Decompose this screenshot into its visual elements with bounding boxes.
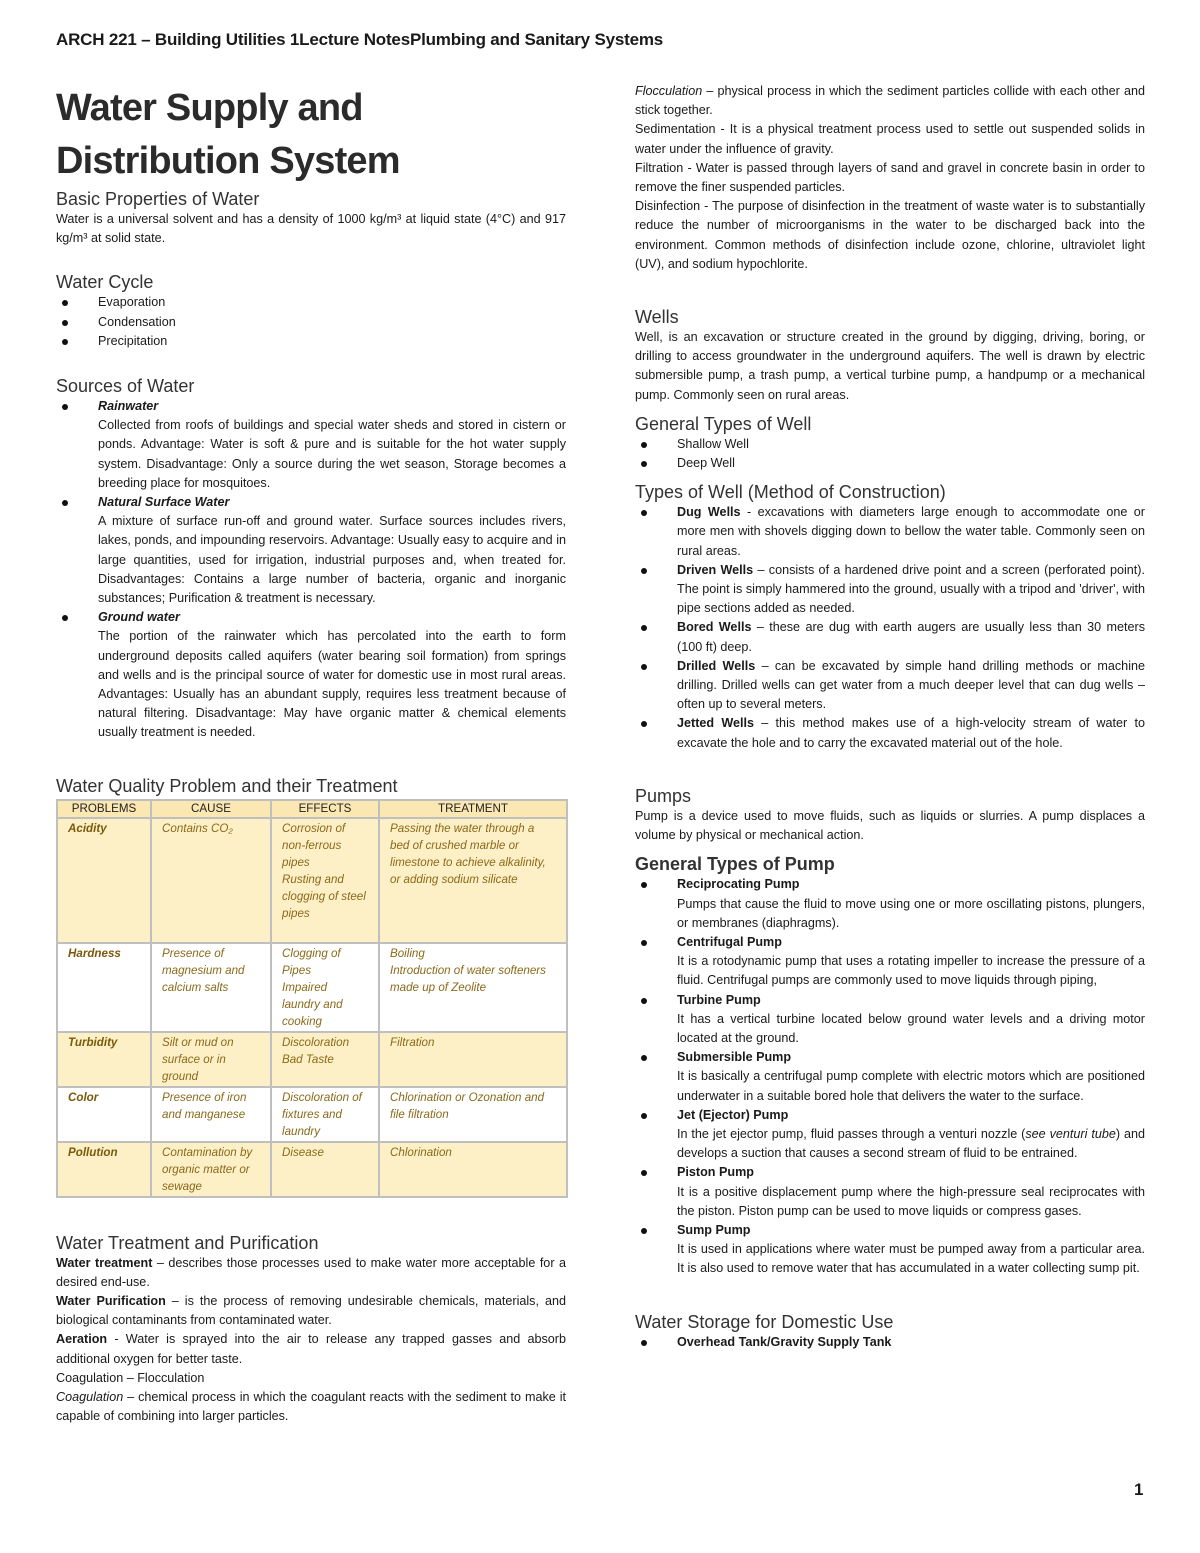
list-item: Precipitation <box>56 332 566 351</box>
item-text <box>677 1125 1145 1163</box>
item-title: Sump Pump <box>677 1222 751 1237</box>
cell-cause: Contains CO₂ <box>151 818 271 943</box>
left-column <box>56 82 566 1427</box>
list-item <box>635 1221 1145 1279</box>
cell-problem: Color <box>57 1087 151 1142</box>
item-text: – consists of a hardened drive point and a screen (perforated point). The point is simply hammered into the ground, usually with a tripod and 'driver', with pipe sections added as needed. <box>677 562 1145 616</box>
cell-effects: Clogging of Pipes Impaired laundry and cooking <box>271 943 379 1032</box>
heading-water-cycle: Water Cycle <box>56 272 154 293</box>
term-text: - Water is sprayed into the air to release any trapped gasses and absorb additional oxygen for better taste. <box>56 1332 566 1366</box>
basic-properties-text: Water is a universal solvent and has a density of 1000 kg/m³ at liquid state (4°C) and 917 kg/m³ at solid state. <box>56 212 566 246</box>
list-item <box>635 1106 1145 1164</box>
cell-effects: Disease <box>271 1142 379 1197</box>
cell-cause: Presence of iron and manganese <box>151 1087 271 1142</box>
heading-basic-properties: Basic Properties of Water <box>56 189 260 209</box>
item-title: Jetted Wells <box>677 716 755 731</box>
list-item <box>635 991 1145 1049</box>
cell-problem: Acidity <box>57 818 151 943</box>
source-title: Ground water <box>98 610 180 625</box>
cell-treatment: Passing the water through a bed of crushed marble or limestone to achieve alkalinity, or adding sodium silicate <box>379 818 567 943</box>
cell-effects: Discoloration of fixtures and laundry <box>271 1087 379 1142</box>
item-title: Turbine Pump <box>677 992 761 1007</box>
list-item <box>56 608 566 742</box>
title-line-1: Water Supply and <box>56 87 363 129</box>
list-item: Shallow Well <box>635 435 1145 454</box>
water-storage-list <box>635 1333 1145 1352</box>
item-text: – this method makes use of a high-velocity stream of water to excavate the hole and to carry the excavated material out of the hole. <box>677 716 1145 750</box>
item-title: Bored Wells <box>677 620 752 635</box>
table-row <box>57 943 567 1032</box>
list-item <box>635 657 1145 715</box>
cell-cause: Silt or mud on surface or in ground <box>151 1032 271 1087</box>
item-title: Drilled Wells <box>677 658 756 673</box>
cell-treatment: Filtration <box>379 1032 567 1087</box>
item-title: Centrifugal Pump <box>677 934 782 949</box>
heading-sources: Sources of Water <box>56 376 195 397</box>
column-header: PROBLEMS <box>57 800 151 818</box>
heading-water-storage: Water Storage for Domestic Use <box>635 1311 894 1332</box>
item-title: Dug Wells <box>677 505 741 520</box>
term-label: Flocculation <box>635 84 703 98</box>
cell-treatment: Chlorination <box>379 1142 567 1197</box>
text-part: ) and develops a suction that causes a second stream of fluid to be entrained. <box>677 1126 1145 1161</box>
item-text: It is basically a centrifugal pump complete with electric motors which are positioned underwater in a suitable bored hole that delivers the water to the surface. <box>677 1069 1145 1103</box>
item-text: Pumps that cause the fluid to move using one or more oscillating pistons, plungers, or membranes (diaphragms). <box>677 896 1145 930</box>
water-cycle-list <box>56 293 566 351</box>
heading-construction-types: Types of Well (Method of Construction) <box>635 482 946 503</box>
term-text: – chemical process in which the coagulant reacts with the sediment to make it capable of combining into larger particles. <box>56 1390 566 1424</box>
list-item <box>635 875 1145 933</box>
list-item: Condensation <box>56 313 566 332</box>
table-row <box>57 1032 567 1087</box>
column-header: EFFECTS <box>271 800 379 818</box>
water-quality-table <box>56 799 568 1198</box>
cell-treatment: Boiling Introduction of water softeners made up of Zeolite <box>379 943 567 1032</box>
item-title: Submersible Pump <box>677 1050 792 1065</box>
title-line-2: Distribution System <box>56 140 400 182</box>
cell-problem: Pollution <box>57 1142 151 1197</box>
term-text: – describes those processes used to make water more acceptable for a desired end-use. <box>56 1255 566 1289</box>
term-label: Aeration <box>56 1332 108 1347</box>
list-item <box>635 618 1145 656</box>
list-item: Evaporation <box>56 293 566 312</box>
cell-treatment: Chlorination or Ozonation and file filtration <box>379 1087 567 1142</box>
term-text: – is the process of removing undesirable chemicals, materials, and biological contaminants from contaminated water. <box>56 1294 566 1328</box>
item-title: Jet (Ejector) Pump <box>677 1107 789 1122</box>
text-part: see venturi tube <box>1025 1126 1116 1141</box>
filtration-text: Filtration - Water is passed through layers of sand and gravel in concrete basin in order to remove the finer suspended particles. <box>635 160 1145 195</box>
pump-types-list <box>635 875 1145 1278</box>
coagulation-flocculation-label: Coagulation – Flocculation <box>56 1370 205 1385</box>
table-row <box>57 818 567 943</box>
term-text: – physical process in which the sediment particles collide with each other and stick together. <box>635 84 1145 118</box>
source-title: Rainwater <box>98 399 159 414</box>
item-text: It is a positive displacement pump where the high-pressure seal reciprocates with the piston. Piston pump can be used to move liquids or compress gases. <box>677 1184 1145 1218</box>
item-text: It has a vertical turbine located below ground water levels and a driving motor located at the ground. <box>677 1011 1145 1045</box>
text-part: In the jet ejector pump, fluid passes through a venturi nozzle ( <box>677 1126 1026 1141</box>
list-item <box>635 1163 1145 1221</box>
pumps-text: Pump is a device used to move fluids, such as liquids or slurries. A pump displaces a volume by physical or mechanical action. <box>635 808 1145 843</box>
cell-effects: Discoloration Bad Taste <box>271 1032 379 1087</box>
construction-types-list <box>635 503 1145 753</box>
right-column <box>635 82 1145 1352</box>
item-text: – these are dug with earth augers are usually less than 30 meters (100 ft) deep. <box>677 620 1145 654</box>
water-purification-text <box>56 1292 566 1330</box>
cell-problem: Hardness <box>57 943 151 1032</box>
wells-text: Well, is an excavation or structure created in the ground by digging, driving, boring, or drilling to access groundwater in the underground aquifers. The well is drawn by electric submersible pump, a trash pump, a vertical turbine pump, a handpump or a mechanical pump. Commonly seen on rural areas. <box>635 330 1145 402</box>
heading-water-quality: Water Quality Problem and their Treatment <box>56 775 398 796</box>
cell-cause: Presence of magnesium and calcium salts <box>151 943 271 1032</box>
item-title: Driven Wells <box>677 562 754 577</box>
source-text: A mixture of surface run-off and ground water. Surface sources includes rivers, lakes, ponds, and impounding reservoirs. Advantage: Usually easy to acquire and in large quantities, used for irrigation, industrial purposes and, when treated for. Disadvantages: Contains a large number of bacteria, organic and inorganic substances; Purification & treatment is necessary. <box>98 514 566 606</box>
list-item <box>635 933 1145 991</box>
aeration-text <box>56 1330 566 1368</box>
heading-pumps: Pumps <box>635 785 692 806</box>
heading-water-treatment: Water Treatment and Purification <box>56 1232 319 1253</box>
term-label: Coagulation <box>56 1390 124 1405</box>
item-text: - excavations with diameters large enough to accommodate one or more men with shovels digging down to bellow the water table. Commonly seen on rural areas. <box>677 505 1146 558</box>
table-row <box>57 1142 567 1197</box>
water-treatment-text <box>56 1254 566 1292</box>
list-item: Deep Well <box>635 454 1145 473</box>
cell-effects: Corrosion of non-ferrous pipes Rusting and clogging of steel pipes <box>271 818 379 943</box>
term-label: Water treatment <box>56 1255 153 1270</box>
source-text: The portion of the rainwater which has percolated into the earth to form underground deposits called aquifers (water bearing soil formation) from springs and wells and is the principal source of water for domestic use in most rural areas. Advantages: Usually has an abundant supply, requires less treatment because of natural filtering. Disadvantage: May have organic matter & chemical elements usually treatment is needed. <box>98 629 566 740</box>
page-number: 1 <box>1134 1480 1144 1499</box>
page-title <box>56 82 566 188</box>
item-title: Piston Pump <box>677 1165 754 1180</box>
list-item <box>635 714 1145 752</box>
heading-general-types-well: General Types of Well <box>635 413 812 434</box>
term-label: Water Purification <box>56 1294 166 1309</box>
list-item: Overhead Tank/Gravity Supply Tank <box>635 1333 1145 1352</box>
item-text: It is used in applications where water must be pumped away from a particular area. It is also used to remove water that has accumulated in a water collecting sump pit. <box>677 1242 1145 1276</box>
list-item <box>56 397 566 493</box>
flocculation-text <box>635 82 1145 120</box>
item-title: Reciprocating Pump <box>677 877 800 892</box>
cell-cause: Contamination by organic matter or sewage <box>151 1142 271 1197</box>
list-item <box>635 503 1145 561</box>
source-text: Collected from roofs of buildings and special water sheds and stored in cistern or ponds. Advantage: Water is soft & pure and is suitable for the hot water supply system. Disadvantage: Only a source during the wet season, Storage becomes a breeding place for mosquitoes. <box>98 418 566 490</box>
item-text: It is a rotodynamic pump that uses a rotating impeller to increase the pressure of a fluid. Centrifugal pumps are commonly used to move liquids through piping, <box>677 954 1145 988</box>
column-header: TREATMENT <box>379 800 567 818</box>
disinfection-text: Disinfection - The purpose of disinfection in the treatment of waste water is to substantially reduce the number of microorganisms in the water to be discharged back into the environment. Common methods of disinfection include ozone, chlorine, ultraviolet light (UV), and sodium hypochlorite. <box>635 199 1145 271</box>
column-header: CAUSE <box>151 800 271 818</box>
source-title: Natural Surface Water <box>98 495 230 510</box>
list-item <box>635 1048 1145 1106</box>
list-item <box>635 561 1145 619</box>
general-types-well-list <box>635 435 1145 473</box>
coagulation-text <box>56 1388 566 1426</box>
cell-problem: Turbidity <box>57 1032 151 1087</box>
sedimentation-text: Sedimentation - It is a physical treatment process used to settle out suspended solids in water under the influence of gravity. <box>635 122 1145 156</box>
list-item <box>56 493 566 608</box>
item-text: – can be excavated by simple hand drilling methods or machine drilling. Drilled wells can get water from a much deeper level that can dug wells – often up to several meters. <box>677 658 1145 712</box>
heading-pump-types: General Types of Pump <box>635 854 835 875</box>
document-header: ARCH 221 – Building Utilities 1Lecture NotesPlumbing and Sanitary Systems <box>56 30 663 49</box>
table-row <box>57 1087 567 1142</box>
sources-list <box>56 397 566 743</box>
table-header-row <box>57 800 567 818</box>
heading-wells: Wells <box>635 307 679 328</box>
